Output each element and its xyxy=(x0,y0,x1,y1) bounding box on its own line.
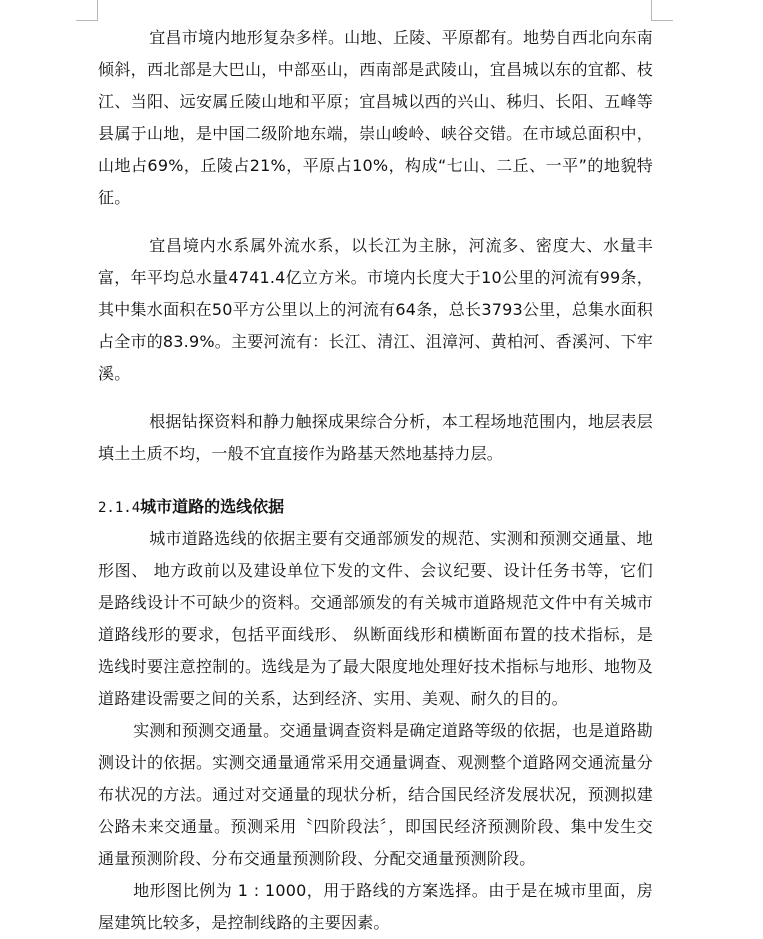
terrain-paragraph: 宜昌市境内地形复杂多样。山地、丘陵、平原都有。地势自西北向东南倾斜，西北部是大巴山，中部巫山，西南部是武陵山，宜昌城以东的宜都、枝江、当阳、远安属丘陵山地和平原；宜昌城以西的兴山、秭归、长阳、五峰等县属于山地，是中国二级阶地东端，崇山峻岭、峡谷交错。在市域总面积中，山地占69%，丘陵占21%，平原占10%，构成“七山、二丘、一平”的地貌特征。 xyxy=(98,28,653,207)
section-heading xyxy=(98,492,653,523)
section-title: 城市道路的选线依据 xyxy=(140,497,285,516)
topographic-map-paragraph: 地形图比例为 1 : 1000，用于路线的方案选择。由于是在城市里面，房屋建筑比较多，是控制线路的主要因素。 xyxy=(98,881,653,932)
route-basis-paragraph: 城市道路选线的依据主要有交通部颁发的规范、实测和预测交通量、地形图、 地方政前以及建设单位下发的文件、会议纪要、设计任务书等，它们是路线设计不可缺少的资料。交通部颁发的有关城市道路规范文件中有关城市道路线形的要求，包括平面线形、 纵断面线形和横断面布置的技术指标，是选线时要注意控制的。选线是为了最大限度地处理好技术指标与地形、地物及道路建设需要之间的关系，达到经济、实用、美观、耐久的目的。 xyxy=(98,529,653,708)
crop-mark-left-vertical xyxy=(97,0,98,21)
water-system-paragraph: 宜昌境内水系属外流水系，以长江为主脉，河流多、密度大、水量丰富，年平均总水量4741.4亿立方米。市境内长度大于10公里的河流有99条，其中集水面积在50平方公里以上的河流有64条，总长3793公里，总集水面积占全市的83.9%。主要河流有：长江、清江、沮漳河、黄柏河、香溪河、下牢溪。 xyxy=(98,236,653,383)
crop-mark-right-horizontal xyxy=(651,20,673,21)
document-page xyxy=(98,22,653,939)
section-number: 2.1.4 xyxy=(98,500,141,516)
geology-paragraph: 根据钻探资料和静力触探成果综合分析，本工程场地范围内，地层表层填土土质不均，一般不宜直接作为路基天然地基持力层。 xyxy=(98,412,653,463)
crop-mark-left-horizontal xyxy=(76,20,98,21)
crop-mark-right-vertical xyxy=(651,0,652,21)
traffic-volume-paragraph: 实测和预测交通量。交通量调查资料是确定道路等级的依据，也是道路勘测设计的依据。实测交通量通常采用交通量调查、观测整个道路网交通流量分布状况的方法。通过对交通量的现状分析，结合国民经济发展状况，预测拟建公路未来交通量。预测采用〝四阶段法〞，即国民经济预测阶段、集中发生交通量预测阶段、分布交通量预测阶段、分配交通量预测阶段。 xyxy=(98,721,653,868)
